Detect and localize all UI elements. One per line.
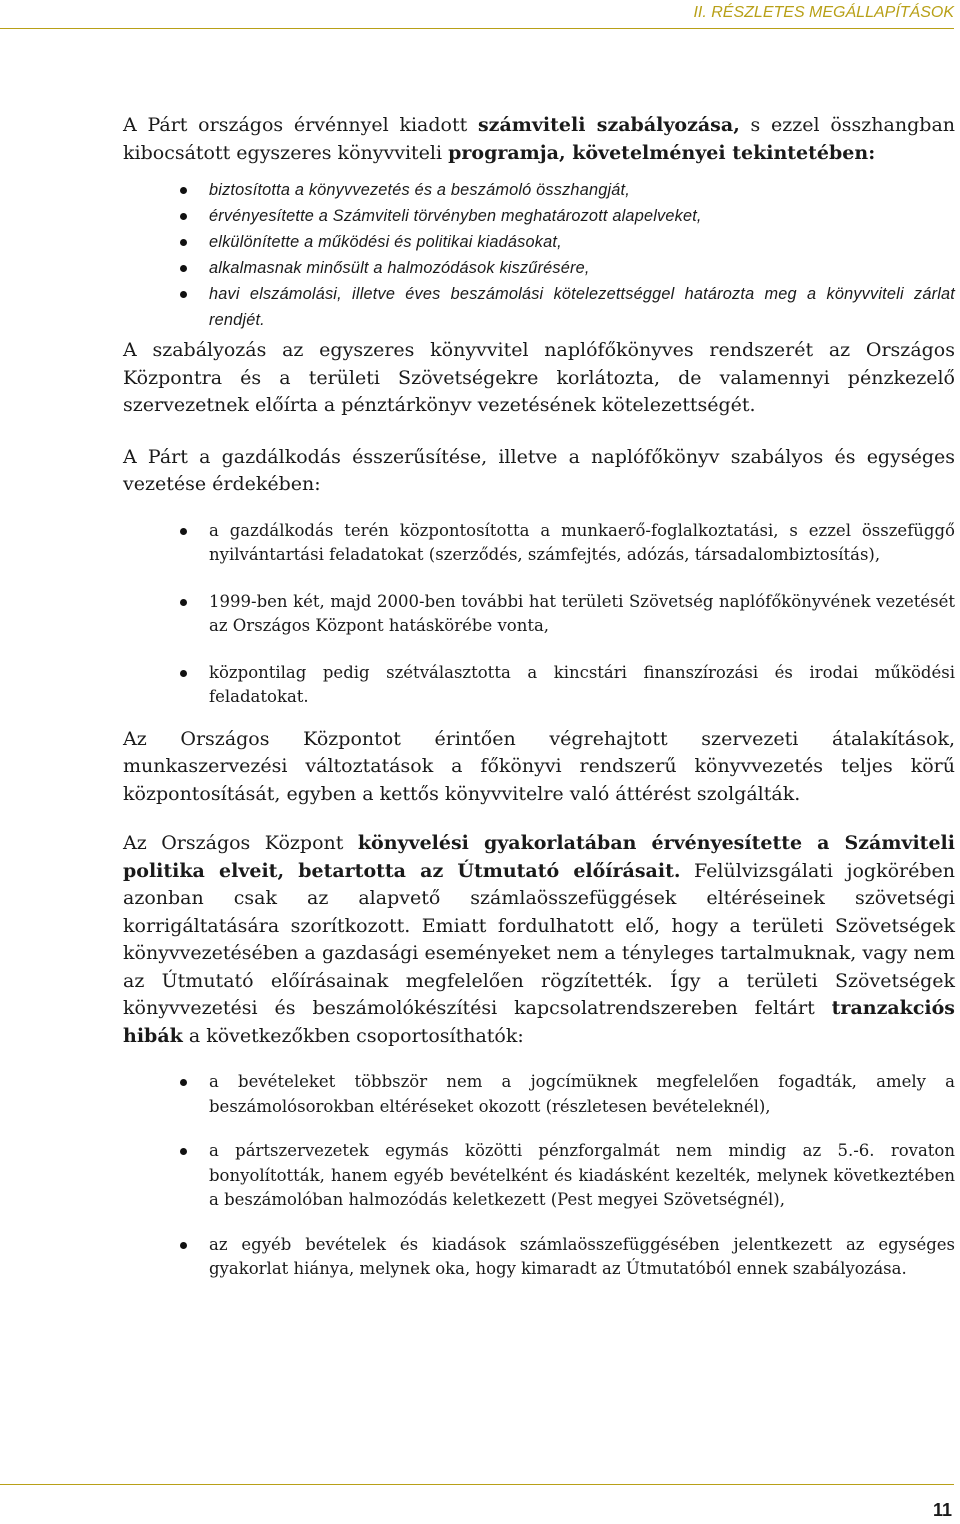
page-number: 11	[932, 1500, 952, 1520]
list-item: a bevételeket többször nem a jogcímüknek megfelelően fogadták, amely a beszámolósorokban eltéréseket okozott (részletesen bevételeknél),	[123, 1070, 955, 1119]
bold-text: könyvelési gyakorlatában érvényesítette a Számviteli politika elveit, betartotta az Útmutató előírásait.	[123, 832, 955, 882]
paragraph-regulation: A szabályozás az egyszeres könyvvitel naplófőkönyves rendszerét az Országos Központra és a területi Szövetségekre korlátozta, de valamennyi pénzkezelő szervezetnek előírta a pénztárkönyv vezetésének kötelezettségét.	[123, 339, 955, 416]
bullet-list-achievements	[123, 177, 955, 333]
list-item: alkalmasnak minősült a halmozódások kiszűrésére,	[123, 255, 955, 281]
paragraph-reorganization: Az Országos Központot érintően végrehajtott szervezeti átalakítások, munkaszervezési változtatások a főkönyvi rendszerű könyvvezetés teljes körű központosítását, egyben a kettős könyvvitelre való áttérést szolgálták.	[123, 727, 955, 805]
list-item: a pártszervezetek egymás közötti pénzforgalmát nem mindig az 5.-6. rovaton bonyolították, hanem egyéb bevételként és kiadásként kezelték, melynek következtében a beszámolóban halmozódás keletkezett (Pest megyei Szövetségnél),	[123, 1139, 955, 1213]
bold-text: számviteli szabályozása,	[477, 114, 740, 136]
text: Az Országos Központ	[123, 832, 358, 854]
footer-divider	[0, 1484, 954, 1485]
list-item: központilag pedig szétválasztotta a kincstári finanszírozási és irodai működési feladatokat.	[123, 661, 955, 710]
bullet-list-errors	[123, 1070, 955, 1282]
text: a következőkben csoportosíthatók:	[182, 1024, 524, 1047]
text: A Párt országos érvénnyel kiadott	[123, 114, 478, 136]
bold-text: tranzakciós hibák	[123, 997, 955, 1047]
bold-text: programja, követelményei tekintetében:	[448, 141, 876, 164]
list-item: az egyéb bevételek és kiadások számlaösszefüggésében jelentkezett az egységes gyakorlat hiánya, melynek oka, hogy kimaradt az Útmutatóból ennek szabályozása.	[123, 1233, 955, 1282]
list-item: 1999-ben két, majd 2000-ben további hat területi Szövetség naplófőkönyvének vezetését az Országos Központ hatáskörébe vonta,	[123, 590, 955, 639]
text: Felülvizsgálati jogkörében azonban csak az alapvető számlaösszefüggések eltéréseinek szövetségi korrigáltatására szorítkozott. Emiatt fordulhatott elő, hogy a területi Szövetségek könyvvezetésében a gazdasági eseményeket nem a tényleges tartalmuknak, vagy nem az Útmutató előírásainak megfelelően rögzítették. Így a területi Szövetségek könyvvezetési és beszámolókészítési kapcsolatrendszereben feltárt	[123, 859, 955, 1019]
paragraph-intro	[123, 112, 955, 167]
bullet-list-measures	[123, 519, 955, 710]
list-item: biztosította a könyvvezetés és a beszámoló összhangját,	[123, 177, 955, 203]
text: s ezzel összhangban kibocsátott egyszeres könyvviteli	[123, 114, 956, 164]
paragraph-findings	[123, 830, 955, 1050]
list-item: a gazdálkodás terén központosította a munkaerő-foglalkoztatási, s ezzel összefüggő nyilvántartási feladatokat (szerződés, számfejtés, adózás, társadalombiztosítás),	[123, 519, 955, 568]
running-header: II. RÉSZLETES MEGÁLLAPÍTÁSOK	[0, 4, 954, 29]
page-body	[123, 112, 955, 1292]
list-item: havi elszámolási, illetve éves beszámolási kötelezettséggel határozta meg a könyvviteli zárlat rendjét.	[123, 281, 955, 333]
list-item: elkülönítette a működési és politikai kiadásokat,	[123, 229, 955, 255]
list-item: érvényesítette a Számviteli törvényben meghatározott alapelveket,	[123, 203, 955, 229]
paragraph-rationalization: A Párt a gazdálkodás ésszerűsítése, illetve a naplófőkönyv szabályos és egységes vezetése érdekében:	[123, 445, 955, 495]
